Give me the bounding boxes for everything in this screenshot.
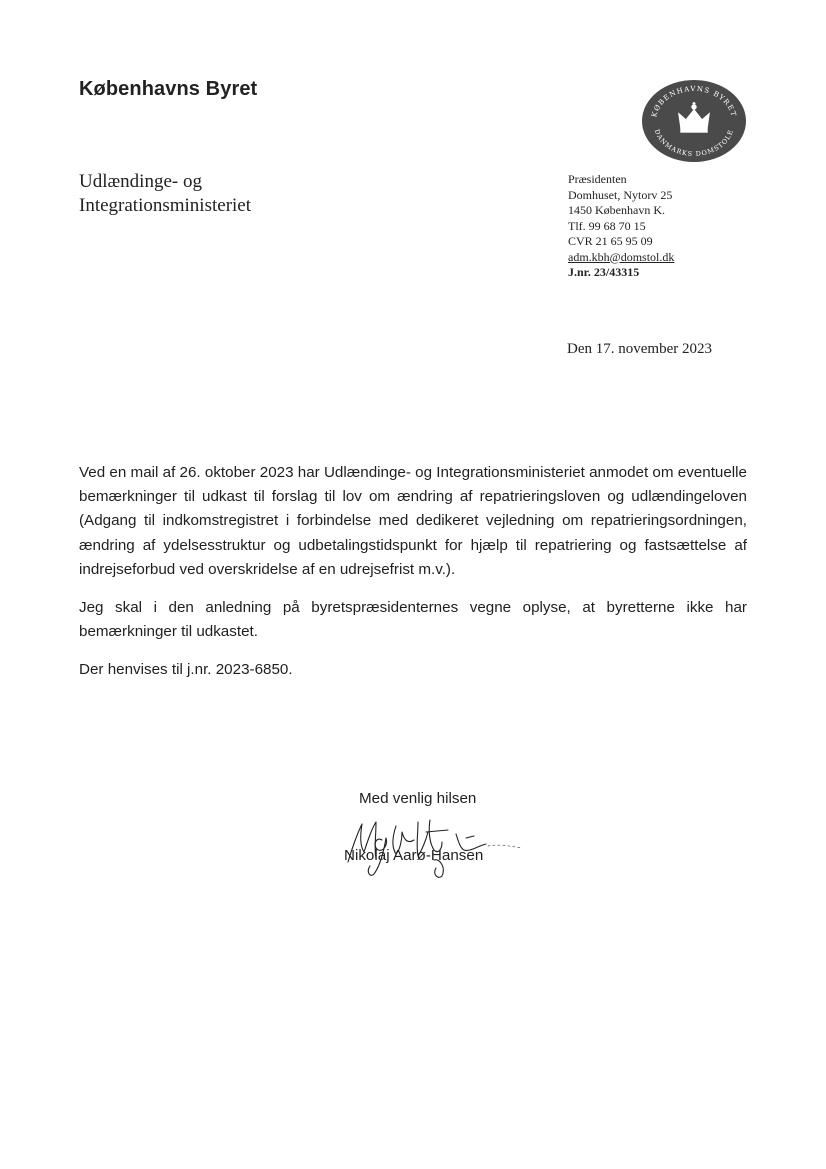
sender-block [568,172,674,281]
body-paragraph: Der henvises til j.nr. 2023-6850. [79,661,293,679]
signer-name: Nikolaj Aarø-Hansen [344,847,484,864]
seal-top-text: KØBENHAVNS BYRET [650,84,738,119]
court-name: Københavns Byret [79,78,258,100]
sender-address-line: 1450 København K. [568,203,665,217]
letter-body [79,461,747,697]
seal-bottom-text: DANMARKS DOMSTOLE [652,128,736,159]
sender-title: Præsidenten [568,172,627,186]
closing-greeting: Med venlig hilsen [359,790,477,807]
body-paragraph: Jeg skal i den anledning på byretspræsidenternes vegne oplyse, at byretterne ikke har bemærkninger til udkastet. [79,599,747,641]
handwritten-signature [330,810,540,880]
recipient-line: Integrationsministeriet [79,195,252,216]
letter-date: Den 17. november 2023 [567,341,712,357]
sender-phone: Tlf. 99 68 70 15 [568,218,646,233]
recipient-line: Udlændinge- og [79,171,202,192]
sender-cvr: CVR 21 65 95 09 [568,234,653,248]
sender-email-link[interactable]: adm.kbh@domstol.dk [568,249,675,264]
recipient-address [79,170,251,218]
court-seal [642,80,746,162]
sender-address-line: Domhuset, Nytorv 25 [568,187,673,202]
case-number: J.nr. 23/43315 [568,265,640,279]
body-paragraph: Ved en mail af 26. oktober 2023 har Udlændinge- og Integrationsministeriet anmodet om eventuelle bemærkninger til udkast til forslag til lov om ændring af repatrieringsloven og udlændingeloven (Adgang til indkomstregistret i forbindelse med dedikeret vejledning om repatrieringsordningen, ændring af ydelsesstruktur og udbetalingstidspunkt for hjælp til repatriering og fastsættelse af indrejseforbud ved overskridelse af en udrejsefrist m.v.). [79,464,747,578]
